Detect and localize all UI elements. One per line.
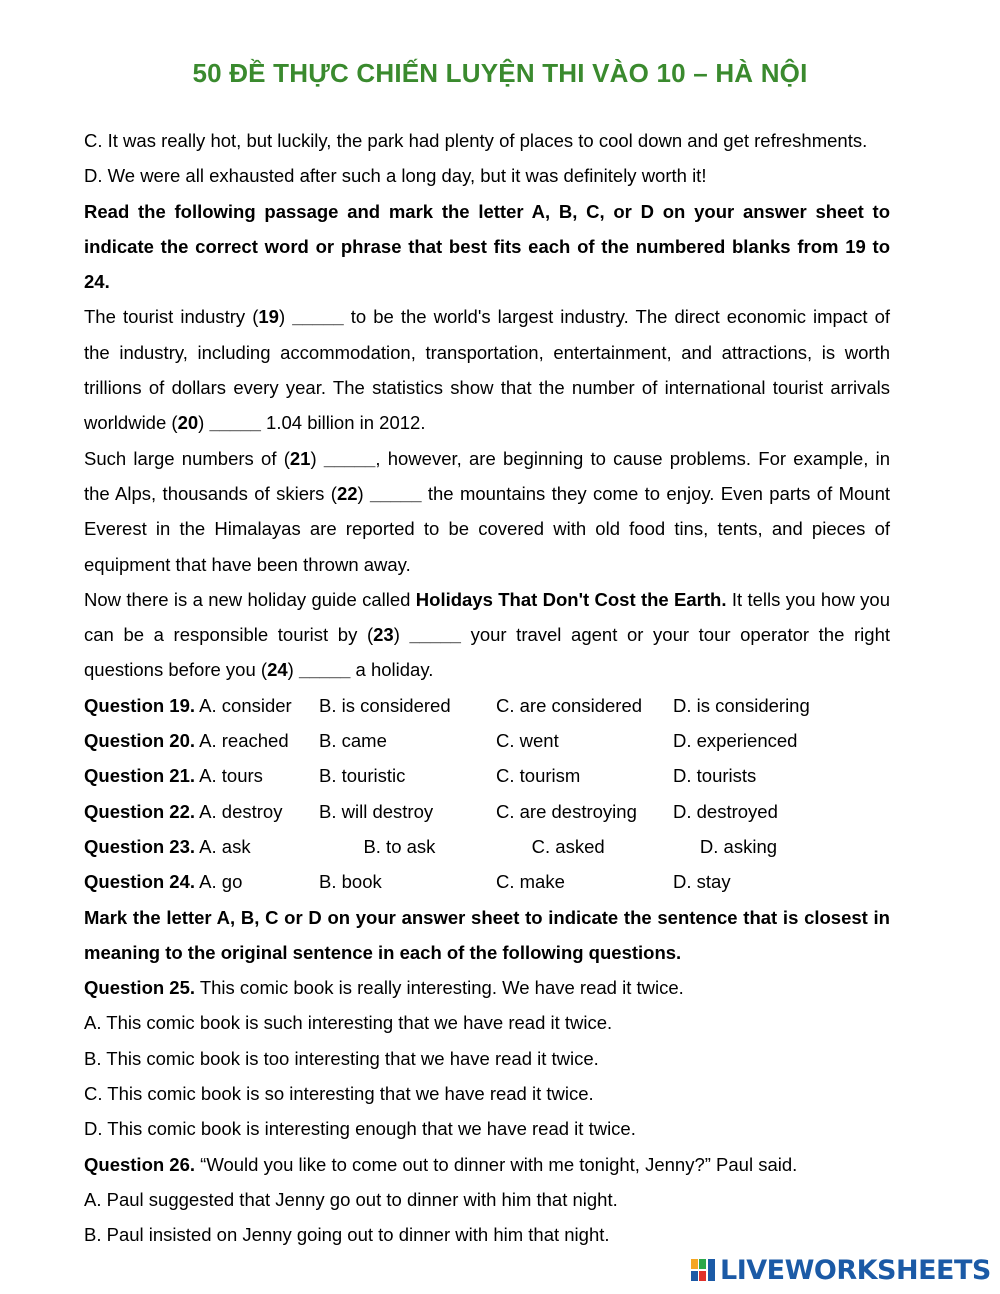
liveworksheets-logo-icon [690,1257,716,1283]
option-b[interactable]: B. will destroy [319,800,434,822]
question-label: Question 21. [84,765,196,787]
question-row [84,723,890,758]
blank-number-19: 19 [258,306,279,328]
option-d[interactable]: D. stay [673,871,731,893]
blank-22[interactable]: _____ [370,482,422,504]
question-25-option-c[interactable]: C. This comic book is so interesting that we have read it twice. [84,1083,594,1105]
option-c[interactable]: C. asked [531,835,605,857]
blank-number-20: 20 [177,412,199,434]
question-row [84,758,890,793]
question-label: Question 20. [84,730,196,752]
question-label: Question 22. [84,800,196,822]
option-c[interactable]: C. tourism [496,765,581,787]
question-25-option-a[interactable]: A. This comic book is such interesting that we have read it twice. [84,1012,613,1034]
guide-title: Holidays That Don't Cost the Earth. [415,588,727,610]
option-a[interactable]: A. go [199,871,243,893]
option-a[interactable]: A. ask [199,835,251,857]
question-25-stem: Question 25. This comic book is really interesting. We have read it twice. [84,977,684,999]
passage-paragraph-3: Now there is a new holiday guide called Holidays That Don't Cost the Earth. It tells you how you can be a responsible tourist by (23) _____ your travel agent or your tour operator the right questions before you (24) _____ a holiday. [84,588,891,681]
option-d[interactable]: D. experienced [673,730,798,752]
blank-21[interactable]: _____ [323,447,376,469]
question-25-option-b[interactable]: B. This comic book is too interesting that we have read it twice. [84,1047,599,1069]
option-c[interactable]: C. make [496,871,565,893]
blank-number-22: 22 [336,482,358,504]
liveworksheets-logo[interactable] [690,1254,991,1286]
blank-23[interactable]: _____ [409,624,461,646]
blank-19[interactable]: _____ [292,306,344,328]
blank-number-21: 21 [289,447,311,469]
section-instruction-rewrite: Mark the letter A, B, C or D on your answer sheet to indicate the sentence that is closest in meaning to the original sentence in each of the following questions. [84,906,890,963]
worksheet-content [84,123,890,1253]
option-a[interactable]: A. reached [199,730,289,752]
question-row [84,688,890,723]
option-a[interactable]: A. destroy [199,800,283,822]
question-label: Question 25. [84,977,196,999]
page-title: 50 ĐỀ THỰC CHIẾN LUYỆN THI VÀO 10 – HÀ NỘI [192,58,808,88]
question-26-stem: Question 26. “Would you like to come out to dinner with me tonight, Jenny?” Paul said. [84,1153,798,1175]
question-row [84,794,890,829]
question-row [84,829,890,864]
blank-20[interactable]: _____ [209,412,261,434]
option-a[interactable]: A. tours [199,765,263,787]
question-26-option-b[interactable]: B. Paul insisted on Jenny going out to dinner with him that night. [84,1224,610,1246]
blank-number-23: 23 [373,624,394,646]
question-label: Question 26. [84,1153,196,1175]
option-b[interactable]: B. is considered [319,694,451,716]
option-d[interactable]: D. tourists [673,765,757,787]
question-row [84,864,890,899]
question-label: Question 23. [84,835,196,857]
option-b[interactable]: B. came [319,730,387,752]
prev-option-c: C. It was really hot, but luckily, the park had plenty of places to cool down and get refreshments. [84,130,868,151]
liveworksheets-logo-text: LIVEWORKSHEETS [720,1254,991,1286]
question-26-option-a[interactable]: A. Paul suggested that Jenny go out to dinner with him that night. [84,1188,618,1210]
passage-paragraph-2: Such large numbers of (21) _____, however, are beginning to cause problems. For example, in the Alps, thousands of skiers (22) _____ the mountains they come to enjoy. Even parts of Mount Everest in the Himalayas are reported to be covered with old food tins, tents, and pieces of equipment that have been thrown away. [84,447,890,575]
option-c[interactable]: C. went [496,730,559,752]
option-b[interactable]: B. to ask [363,835,436,857]
option-b[interactable]: B. book [319,871,382,893]
option-c[interactable]: C. are destroying [496,800,637,822]
option-d[interactable]: D. asking [699,835,778,857]
option-d[interactable]: D. is considering [673,694,810,716]
option-a[interactable]: A. consider [199,694,292,716]
option-b[interactable]: B. touristic [319,765,406,787]
option-d[interactable]: D. destroyed [673,800,778,822]
section-instruction-cloze: Read the following passage and mark the letter A, B, C, or D on your answer sheet to indicate the correct word or phrase that best fits each of the numbered blanks from 19 to 24. [84,200,890,293]
passage-paragraph-1: The tourist industry (19) _____ to be the world's largest industry. The direct economic impact of the industry, including accommodation, transportation, entertainment, and attractions, is worth trillions of dollars every year. The statistics show that the number of international tourist arrivals worldwide (20) _____ 1.04 billion in 2012. [84,306,890,434]
blank-number-24: 24 [267,659,288,681]
question-label: Question 19. [84,694,196,716]
question-25-option-d[interactable]: D. This comic book is interesting enough that we have read it twice. [84,1118,636,1140]
question-label: Question 24. [84,871,196,893]
blank-24[interactable]: _____ [298,659,351,681]
option-c[interactable]: C. are considered [496,694,643,716]
prev-option-d: D. We were all exhausted after such a long day, but it was definitely worth it! [84,165,707,187]
